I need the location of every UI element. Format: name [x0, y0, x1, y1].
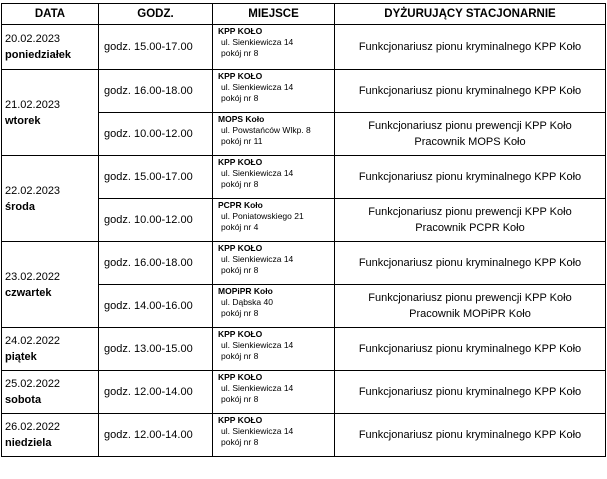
- place-room: pokój nr 11: [221, 136, 263, 146]
- place-name: KPP KOŁO: [218, 71, 263, 81]
- time-cell: godz. 10.00-12.00: [99, 199, 213, 242]
- weekday-value: poniedziałek: [5, 49, 72, 61]
- date-value: 25.02.2022: [5, 378, 61, 390]
- duty-line: Funkcjonariusz pionu prewencji KPP Koło: [368, 120, 572, 132]
- place-street: ul. Powstańców Wlkp. 8: [221, 125, 311, 135]
- time-cell: godz. 16.00-18.00: [99, 242, 213, 285]
- date-cell: [2, 371, 99, 414]
- place-street: ul. Poniatowskiego 21: [221, 211, 304, 221]
- duty-line: Funkcjonariusz pionu kryminalnego KPP Koło: [358, 429, 582, 441]
- place-room: pokój nr 8: [221, 265, 259, 275]
- duty-line: Funkcjonariusz pionu kryminalnego KPP Koło: [358, 257, 582, 269]
- time-cell: godz. 10.00-12.00: [99, 113, 213, 156]
- duty-line: Pracownik MOPiPR Koło: [409, 308, 531, 320]
- place-street: ul. Sienkiewicza 14: [221, 426, 294, 436]
- table-row: [2, 242, 606, 285]
- place-name: KPP KOŁO: [218, 415, 263, 425]
- duty-line: Funkcjonariusz pionu prewencji KPP Koło: [368, 292, 572, 304]
- place-street: ul. Sienkiewicza 14: [221, 168, 294, 178]
- time-cell: godz. 13.00-15.00: [99, 328, 213, 371]
- duty-line: Funkcjonariusz pionu kryminalnego KPP Koło: [358, 343, 582, 355]
- date-value: 23.02.2022: [5, 270, 61, 283]
- place-cell: [213, 25, 335, 70]
- duty-cell: [335, 285, 606, 328]
- table-row: [2, 156, 606, 199]
- duty-cell: [335, 414, 606, 457]
- weekday-value: wtorek: [5, 114, 41, 127]
- duty-cell: [335, 70, 606, 113]
- table-row: [2, 414, 606, 457]
- schedule-table: [1, 3, 606, 457]
- header-data: DATA: [2, 4, 99, 25]
- duty-cell: [335, 25, 606, 70]
- duty-line: Pracownik MOPS Koło: [414, 136, 526, 148]
- duty-line: Funkcjonariusz pionu kryminalnego KPP Koło: [358, 171, 582, 183]
- duty-cell: [335, 199, 606, 242]
- duty-cell: [335, 113, 606, 156]
- place-cell: [213, 199, 335, 242]
- table-row: [2, 70, 606, 113]
- place-name: PCPR Koło: [218, 200, 263, 210]
- place-cell: [213, 371, 335, 414]
- table-row: [2, 328, 606, 371]
- place-street: ul. Sienkiewicza 14: [221, 82, 294, 92]
- duty-line: Funkcjonariusz pionu kryminalnego KPP Koło: [358, 41, 582, 53]
- duty-line: Pracownik PCPR Koło: [415, 222, 525, 234]
- place-cell: [213, 113, 335, 156]
- header-dyzur: DYŻURUJĄCY STACJONARNIE: [335, 4, 606, 25]
- time-cell: godz. 12.00-14.00: [99, 414, 213, 457]
- table-row: [2, 371, 606, 414]
- place-room: pokój nr 8: [221, 179, 259, 189]
- place-room: pokój nr 8: [221, 308, 259, 318]
- place-room: pokój nr 8: [221, 351, 259, 361]
- place-cell: [213, 328, 335, 371]
- weekday-value: środa: [5, 200, 35, 213]
- place-name: KPP KOŁO: [218, 329, 263, 339]
- place-cell: [213, 285, 335, 328]
- place-name: KPP KOŁO: [218, 157, 263, 167]
- place-street: ul. Dąbska 40: [221, 297, 273, 307]
- header-row: [2, 4, 606, 25]
- date-value: 24.02.2022: [5, 335, 61, 347]
- date-value: 22.02.2023: [5, 184, 61, 197]
- header-godz: GODZ.: [99, 4, 213, 25]
- weekday-value: czwartek: [5, 286, 52, 299]
- date-value: 26.02.2022: [5, 421, 61, 433]
- date-cell: [2, 242, 99, 328]
- place-name: MOPiPR Koło: [218, 286, 273, 296]
- place-cell: [213, 242, 335, 285]
- place-street: ul. Sienkiewicza 14: [221, 340, 294, 350]
- duty-cell: [335, 242, 606, 285]
- date-cell: [2, 70, 99, 156]
- place-name: KPP KOŁO: [218, 26, 263, 36]
- place-street: ul. Sienkiewicza 14: [221, 37, 294, 47]
- weekday-value: niedziela: [5, 437, 52, 449]
- time-cell: godz. 16.00-18.00: [99, 70, 213, 113]
- place-room: pokój nr 8: [221, 394, 259, 404]
- place-name: MOPS Koło: [218, 114, 265, 124]
- place-cell: [213, 414, 335, 457]
- place-name: KPP KOŁO: [218, 372, 263, 382]
- time-cell: godz. 15.00-17.00: [99, 156, 213, 199]
- place-cell: [213, 156, 335, 199]
- date-value: 21.02.2023: [5, 98, 61, 111]
- weekday-value: piątek: [5, 351, 37, 363]
- time-cell: godz. 14.00-16.00: [99, 285, 213, 328]
- date-cell: [2, 328, 99, 371]
- place-cell: [213, 70, 335, 113]
- time-cell: godz. 12.00-14.00: [99, 371, 213, 414]
- place-room: pokój nr 8: [221, 437, 259, 447]
- place-name: KPP KOŁO: [218, 243, 263, 253]
- date-cell: [2, 156, 99, 242]
- header-miejsce: MIEJSCE: [213, 4, 335, 25]
- place-street: ul. Sienkiewicza 14: [221, 254, 294, 264]
- duty-line: Funkcjonariusz pionu prewencji KPP Koło: [368, 206, 572, 218]
- date-cell: [2, 414, 99, 457]
- time-cell: godz. 15.00-17.00: [99, 25, 213, 70]
- weekday-value: sobota: [5, 394, 42, 406]
- date-cell: [2, 25, 99, 70]
- date-value: 20.02.2023: [5, 33, 61, 45]
- place-room: pokój nr 8: [221, 48, 259, 58]
- table-row: [2, 25, 606, 70]
- duty-line: Funkcjonariusz pionu kryminalnego KPP Koło: [358, 85, 582, 97]
- place-room: pokój nr 4: [221, 222, 259, 232]
- place-room: pokój nr 8: [221, 93, 259, 103]
- duty-cell: [335, 156, 606, 199]
- duty-cell: [335, 371, 606, 414]
- duty-cell: [335, 328, 606, 371]
- place-street: ul. Sienkiewicza 14: [221, 383, 294, 393]
- duty-line: Funkcjonariusz pionu kryminalnego KPP Koło: [358, 386, 582, 398]
